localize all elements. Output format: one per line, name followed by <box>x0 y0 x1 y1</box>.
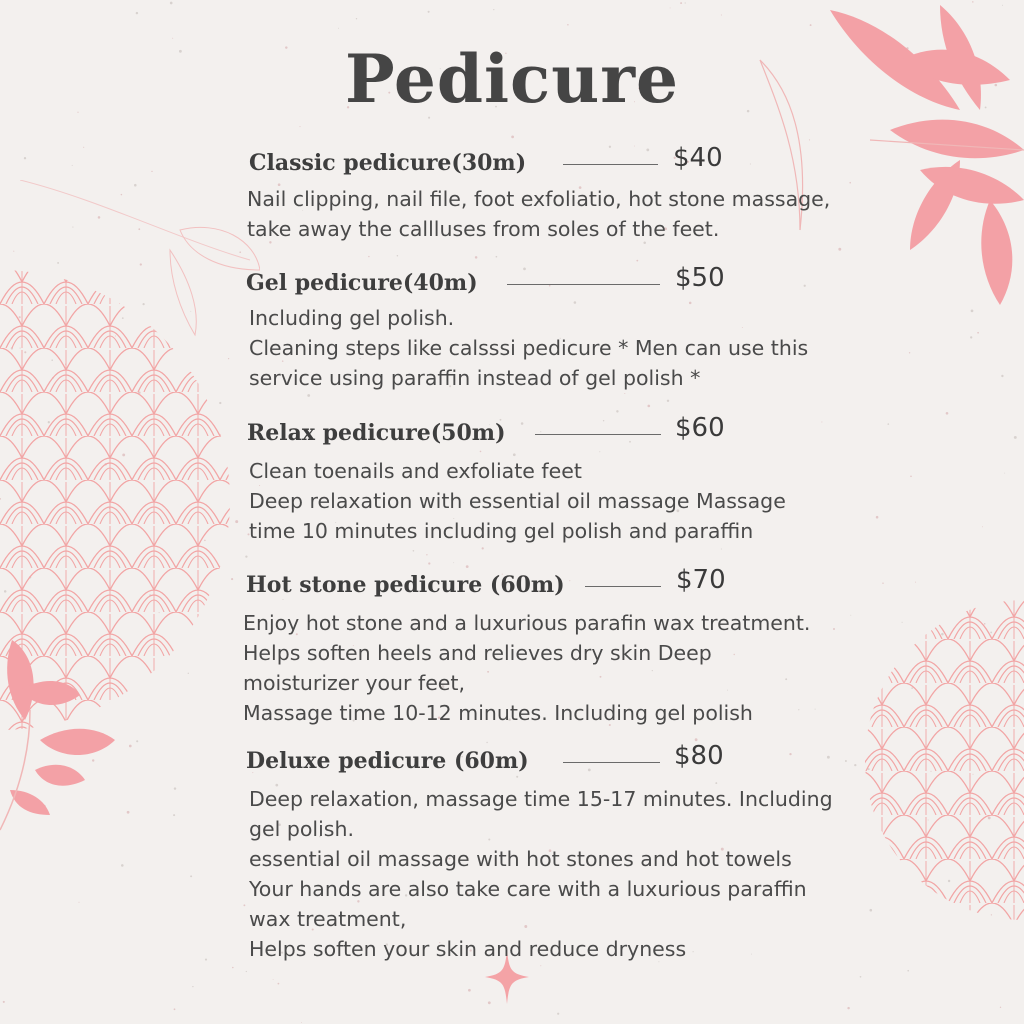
description-line: moisturizer your feet, <box>243 671 465 695</box>
leader-line <box>535 434 661 435</box>
description-line: Massage time 10-12 minutes. Including gel polish <box>243 701 753 725</box>
description-line: Clean toenails and exfoliate feet <box>249 459 582 483</box>
description-line: Deep relaxation with essential oil massage Massage <box>249 489 786 513</box>
service-price: $80 <box>674 741 724 771</box>
leader-line <box>563 762 660 763</box>
description-line: time 10 minutes including gel polish and paraffin <box>249 519 754 543</box>
leaf-outline-left <box>20 180 260 340</box>
service-price: $70 <box>676 565 726 595</box>
service-description <box>249 303 808 393</box>
leader-line <box>563 164 658 165</box>
description-line: wax treatment, <box>249 907 407 931</box>
service-name: Gel pedicure(40m) <box>246 270 478 296</box>
pink-leaves-left <box>0 620 130 840</box>
description-line: Your hands are also take care with a luxurious paraffin <box>249 877 807 901</box>
description-line: Nail clipping, nail file, foot exfoliatio, hot stone massage, <box>247 187 831 211</box>
description-line: service using paraffin instead of gel polish * <box>249 366 701 390</box>
page-title: Pedicure <box>344 40 679 118</box>
description-line: take away the callluses from soles of the feet. <box>247 217 720 241</box>
description-line: Enjoy hot stone and a luxurious parafin wax treatment. <box>243 611 811 635</box>
service-description <box>243 608 810 728</box>
description-line: gel polish. <box>249 817 354 841</box>
service-description <box>249 456 786 546</box>
description-line: Including gel polish. <box>249 306 455 330</box>
leader-line <box>585 586 661 587</box>
scale-pattern-circle-right <box>860 595 1024 925</box>
description-line: Deep relaxation, massage time 15-17 minutes. Including <box>249 787 833 811</box>
service-description <box>247 184 830 244</box>
description-line: Helps soften heels and relieves dry skin Deep <box>243 641 712 665</box>
description-line: Cleaning steps like calsssi pedicure * Men can use this <box>249 336 809 360</box>
service-description <box>249 784 833 964</box>
leader-line <box>507 284 660 285</box>
service-price: $60 <box>675 413 725 443</box>
service-price: $50 <box>675 263 725 293</box>
service-name: Deluxe pedicure (60m) <box>246 748 529 774</box>
description-line: Helps soften your skin and reduce dryness <box>249 937 687 961</box>
service-price: $40 <box>673 143 723 173</box>
service-name: Hot stone pedicure (60m) <box>246 572 565 598</box>
description-line: essential oil massage with hot stones and hot towels <box>249 847 792 871</box>
service-name: Relax pedicure(50m) <box>247 420 506 446</box>
service-name: Classic pedicure(30m) <box>249 150 527 176</box>
